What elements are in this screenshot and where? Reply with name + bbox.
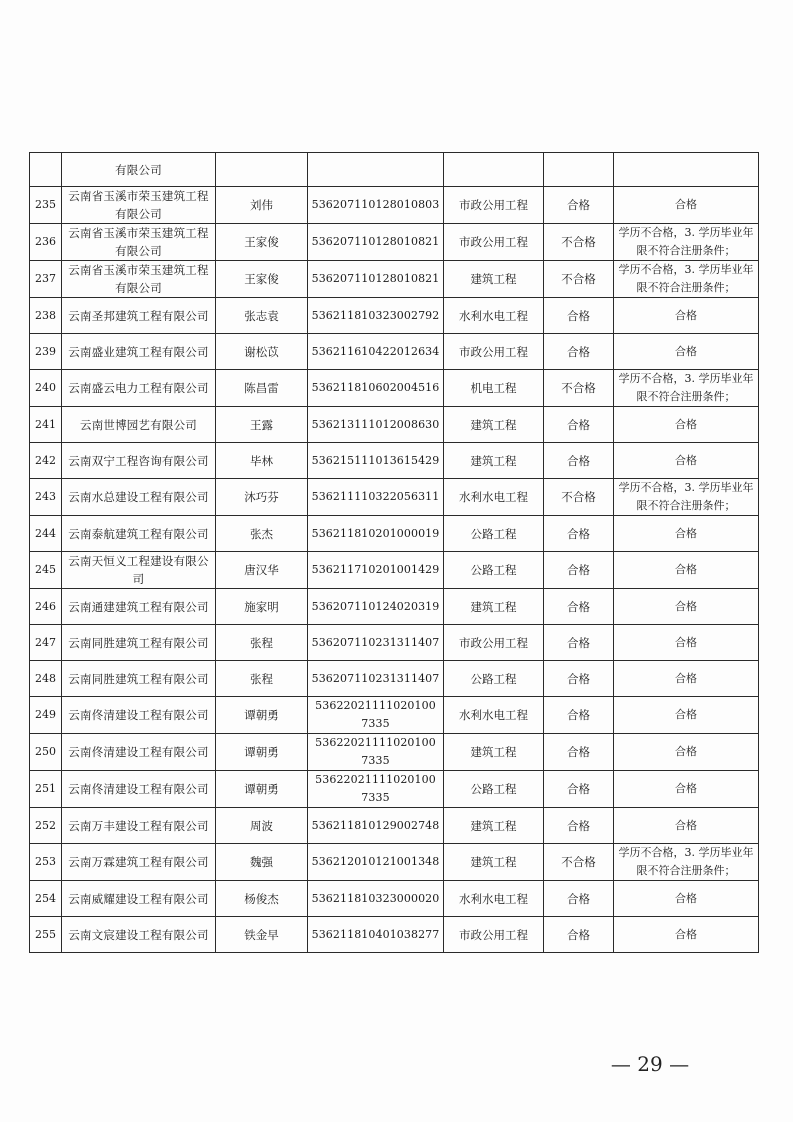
person-name-cell: 施家明 <box>216 589 308 625</box>
certificate-number-cell: 536211710201001429 <box>308 552 444 589</box>
specialty-cell: 建筑工程 <box>444 734 544 771</box>
table-row <box>30 589 759 625</box>
person-name-cell: 张志袁 <box>216 298 308 334</box>
specialty-cell: 市政公用工程 <box>444 187 544 224</box>
certificate-number-cell: 536207110231311407 <box>308 625 444 661</box>
certificate-number-cell: 536207110231311407 <box>308 661 444 697</box>
certificate-number-cell: 536213111012008630 <box>308 407 444 443</box>
company-name-cell: 云南威耀建设工程有限公司 <box>62 881 216 917</box>
specialty-cell: 建筑工程 <box>444 844 544 881</box>
review-result-cell: 合格 <box>544 407 614 443</box>
company-name-cell: 云南水总建设工程有限公司 <box>62 479 216 516</box>
table-row <box>30 881 759 917</box>
page-number: — 29 — <box>610 1052 690 1076</box>
review-result-cell: 不合格 <box>544 479 614 516</box>
review-result-cell: 不合格 <box>544 370 614 407</box>
certificate-number-cell: 53622021111020100 7335 <box>308 697 444 734</box>
specialty-cell: 建筑工程 <box>444 443 544 479</box>
company-name-cell: 云南佟清建设工程有限公司 <box>62 734 216 771</box>
specialty-cell: 水利水电工程 <box>444 479 544 516</box>
company-name-cell: 云南省玉溪市荣玉建筑工程有限公司 <box>62 224 216 261</box>
row-number-cell: 243 <box>30 479 62 516</box>
table-row <box>30 771 759 808</box>
row-number-cell: 242 <box>30 443 62 479</box>
specialty-cell: 机电工程 <box>444 370 544 407</box>
specialty-cell: 市政公用工程 <box>444 917 544 953</box>
specialty-cell: 市政公用工程 <box>444 224 544 261</box>
table-row <box>30 697 759 734</box>
specialty-cell: 公路工程 <box>444 552 544 589</box>
review-result-cell: 合格 <box>544 187 614 224</box>
remark-cell: 合格 <box>614 443 759 479</box>
row-number-cell: 249 <box>30 697 62 734</box>
review-result-cell: 合格 <box>544 589 614 625</box>
person-name-cell: 王家俊 <box>216 261 308 298</box>
review-result-cell: 合格 <box>544 516 614 552</box>
table-row <box>30 552 759 589</box>
remark-cell: 合格 <box>614 334 759 370</box>
remark-cell <box>614 153 759 187</box>
remark-cell: 合格 <box>614 552 759 589</box>
certificate-number-cell: 536215111013615429 <box>308 443 444 479</box>
remark-cell: 合格 <box>614 298 759 334</box>
company-name-cell: 云南盛业建筑工程有限公司 <box>62 334 216 370</box>
review-result-cell: 合格 <box>544 917 614 953</box>
specialty-cell: 公路工程 <box>444 661 544 697</box>
person-name-cell: 张杰 <box>216 516 308 552</box>
specialty-cell: 建筑工程 <box>444 407 544 443</box>
row-number-cell: 253 <box>30 844 62 881</box>
person-name-cell: 唐汉华 <box>216 552 308 589</box>
company-name-cell: 云南圣邦建筑工程有限公司 <box>62 298 216 334</box>
remark-cell: 合格 <box>614 771 759 808</box>
table-row <box>30 261 759 298</box>
remark-cell: 合格 <box>614 589 759 625</box>
review-result-cell: 合格 <box>544 661 614 697</box>
review-result-cell <box>544 153 614 187</box>
certificate-number-cell: 536212010121001348 <box>308 844 444 881</box>
company-name-cell: 云南万霖建筑工程有限公司 <box>62 844 216 881</box>
company-name-cell: 云南省玉溪市荣玉建筑工程有限公司 <box>62 261 216 298</box>
row-number-cell: 251 <box>30 771 62 808</box>
row-number-cell: 241 <box>30 407 62 443</box>
person-name-cell: 张程 <box>216 661 308 697</box>
person-name-cell: 陈昌雷 <box>216 370 308 407</box>
row-number-cell: 239 <box>30 334 62 370</box>
table-row <box>30 443 759 479</box>
certificate-number-cell: 53622021111020100 7335 <box>308 734 444 771</box>
specialty-cell: 水利水电工程 <box>444 697 544 734</box>
certificate-number-cell <box>308 153 444 187</box>
remark-cell: 学历不合格，3. 学历毕业年限不符合注册条件； <box>614 261 759 298</box>
remark-cell: 学历不合格，3. 学历毕业年限不符合注册条件； <box>614 844 759 881</box>
review-result-cell: 合格 <box>544 298 614 334</box>
person-name-cell: 魏强 <box>216 844 308 881</box>
company-name-cell: 云南盛云电力工程有限公司 <box>62 370 216 407</box>
row-number-cell <box>30 153 62 187</box>
certificate-number-cell: 536207110128010821 <box>308 224 444 261</box>
table-row <box>30 298 759 334</box>
review-result-cell: 不合格 <box>544 844 614 881</box>
certificate-number-cell: 536211110322056311 <box>308 479 444 516</box>
company-name-cell: 云南通建建筑工程有限公司 <box>62 589 216 625</box>
review-result-cell: 不合格 <box>544 224 614 261</box>
company-name-cell: 云南万丰建设工程有限公司 <box>62 808 216 844</box>
company-name-cell: 云南天恒义工程建设有限公司 <box>62 552 216 589</box>
certificate-number-cell: 536207110128010821 <box>308 261 444 298</box>
certificate-number-cell: 536211810323002792 <box>308 298 444 334</box>
remark-cell: 合格 <box>614 808 759 844</box>
certificate-number-cell: 536211810323000020 <box>308 881 444 917</box>
review-result-cell: 合格 <box>544 552 614 589</box>
table-row <box>30 516 759 552</box>
certificate-number-cell: 536211810401038277 <box>308 917 444 953</box>
specialty-cell: 建筑工程 <box>444 808 544 844</box>
specialty-cell: 公路工程 <box>444 516 544 552</box>
certificate-number-cell: 536211810129002748 <box>308 808 444 844</box>
specialty-cell: 水利水电工程 <box>444 881 544 917</box>
certificate-number-cell: 536211810602004516 <box>308 370 444 407</box>
row-number-cell: 245 <box>30 552 62 589</box>
person-name-cell: 谭朝勇 <box>216 771 308 808</box>
specialty-cell <box>444 153 544 187</box>
table-row <box>30 479 759 516</box>
company-name-cell: 云南佟清建设工程有限公司 <box>62 771 216 808</box>
certificate-number-cell: 536211610422012634 <box>308 334 444 370</box>
person-name-cell: 毕林 <box>216 443 308 479</box>
person-name-cell: 刘伟 <box>216 187 308 224</box>
remark-cell: 合格 <box>614 734 759 771</box>
row-number-cell: 236 <box>30 224 62 261</box>
certificate-number-cell: 536207110124020319 <box>308 589 444 625</box>
person-name-cell: 张程 <box>216 625 308 661</box>
review-result-cell: 合格 <box>544 625 614 661</box>
review-result-cell: 合格 <box>544 808 614 844</box>
review-result-cell: 合格 <box>544 771 614 808</box>
company-name-cell: 有限公司 <box>62 153 216 187</box>
person-name-cell: 王露 <box>216 407 308 443</box>
row-number-cell: 246 <box>30 589 62 625</box>
company-name-cell: 云南同胜建筑工程有限公司 <box>62 661 216 697</box>
person-name-cell: 沐巧芬 <box>216 479 308 516</box>
row-number-cell: 240 <box>30 370 62 407</box>
review-result-cell: 不合格 <box>544 261 614 298</box>
row-number-cell: 254 <box>30 881 62 917</box>
table-row <box>30 224 759 261</box>
row-number-cell: 255 <box>30 917 62 953</box>
table-row <box>30 808 759 844</box>
specialty-cell: 建筑工程 <box>444 589 544 625</box>
table-row <box>30 370 759 407</box>
table-row <box>30 187 759 224</box>
remark-cell: 合格 <box>614 917 759 953</box>
company-name-cell: 云南泰航建筑工程有限公司 <box>62 516 216 552</box>
remark-cell: 学历不合格，3. 学历毕业年限不符合注册条件； <box>614 370 759 407</box>
table-row <box>30 661 759 697</box>
row-number-cell: 238 <box>30 298 62 334</box>
person-name-cell: 谭朝勇 <box>216 697 308 734</box>
remark-cell: 合格 <box>614 661 759 697</box>
certificate-number-cell: 536207110128010803 <box>308 187 444 224</box>
table-row <box>30 153 759 187</box>
table-row <box>30 734 759 771</box>
row-number-cell: 237 <box>30 261 62 298</box>
certificate-number-cell: 536211810201000019 <box>308 516 444 552</box>
table-row <box>30 625 759 661</box>
review-result-cell: 合格 <box>544 881 614 917</box>
person-name-cell: 王家俊 <box>216 224 308 261</box>
remark-cell: 学历不合格，3. 学历毕业年限不符合注册条件； <box>614 224 759 261</box>
remark-cell: 合格 <box>614 697 759 734</box>
table-row <box>30 334 759 370</box>
person-name-cell: 铁金早 <box>216 917 308 953</box>
row-number-cell: 250 <box>30 734 62 771</box>
row-number-cell: 252 <box>30 808 62 844</box>
row-number-cell: 247 <box>30 625 62 661</box>
company-name-cell: 云南同胜建筑工程有限公司 <box>62 625 216 661</box>
review-result-cell: 合格 <box>544 334 614 370</box>
specialty-cell: 建筑工程 <box>444 261 544 298</box>
person-name-cell: 谢松苡 <box>216 334 308 370</box>
table-row <box>30 407 759 443</box>
remark-cell: 学历不合格，3. 学历毕业年限不符合注册条件； <box>614 479 759 516</box>
table-row <box>30 844 759 881</box>
remark-cell: 合格 <box>614 516 759 552</box>
remark-cell: 合格 <box>614 187 759 224</box>
row-number-cell: 244 <box>30 516 62 552</box>
person-name-cell <box>216 153 308 187</box>
company-name-cell: 云南文宸建设工程有限公司 <box>62 917 216 953</box>
person-name-cell: 杨俊杰 <box>216 881 308 917</box>
specialty-cell: 公路工程 <box>444 771 544 808</box>
table-body <box>30 153 759 953</box>
specialty-cell: 市政公用工程 <box>444 334 544 370</box>
person-name-cell: 谭朝勇 <box>216 734 308 771</box>
review-result-cell: 合格 <box>544 697 614 734</box>
row-number-cell: 235 <box>30 187 62 224</box>
person-name-cell: 周波 <box>216 808 308 844</box>
company-name-cell: 云南佟清建设工程有限公司 <box>62 697 216 734</box>
company-name-cell: 云南省玉溪市荣玉建筑工程有限公司 <box>62 187 216 224</box>
table-row <box>30 917 759 953</box>
certificate-number-cell: 53622021111020100 7335 <box>308 771 444 808</box>
specialty-cell: 水利水电工程 <box>444 298 544 334</box>
company-name-cell: 云南世博园艺有限公司 <box>62 407 216 443</box>
company-name-cell: 云南双宁工程咨询有限公司 <box>62 443 216 479</box>
registration-table <box>29 152 759 953</box>
remark-cell: 合格 <box>614 625 759 661</box>
row-number-cell: 248 <box>30 661 62 697</box>
remark-cell: 合格 <box>614 407 759 443</box>
review-result-cell: 合格 <box>544 443 614 479</box>
review-result-cell: 合格 <box>544 734 614 771</box>
specialty-cell: 市政公用工程 <box>444 625 544 661</box>
remark-cell: 合格 <box>614 881 759 917</box>
